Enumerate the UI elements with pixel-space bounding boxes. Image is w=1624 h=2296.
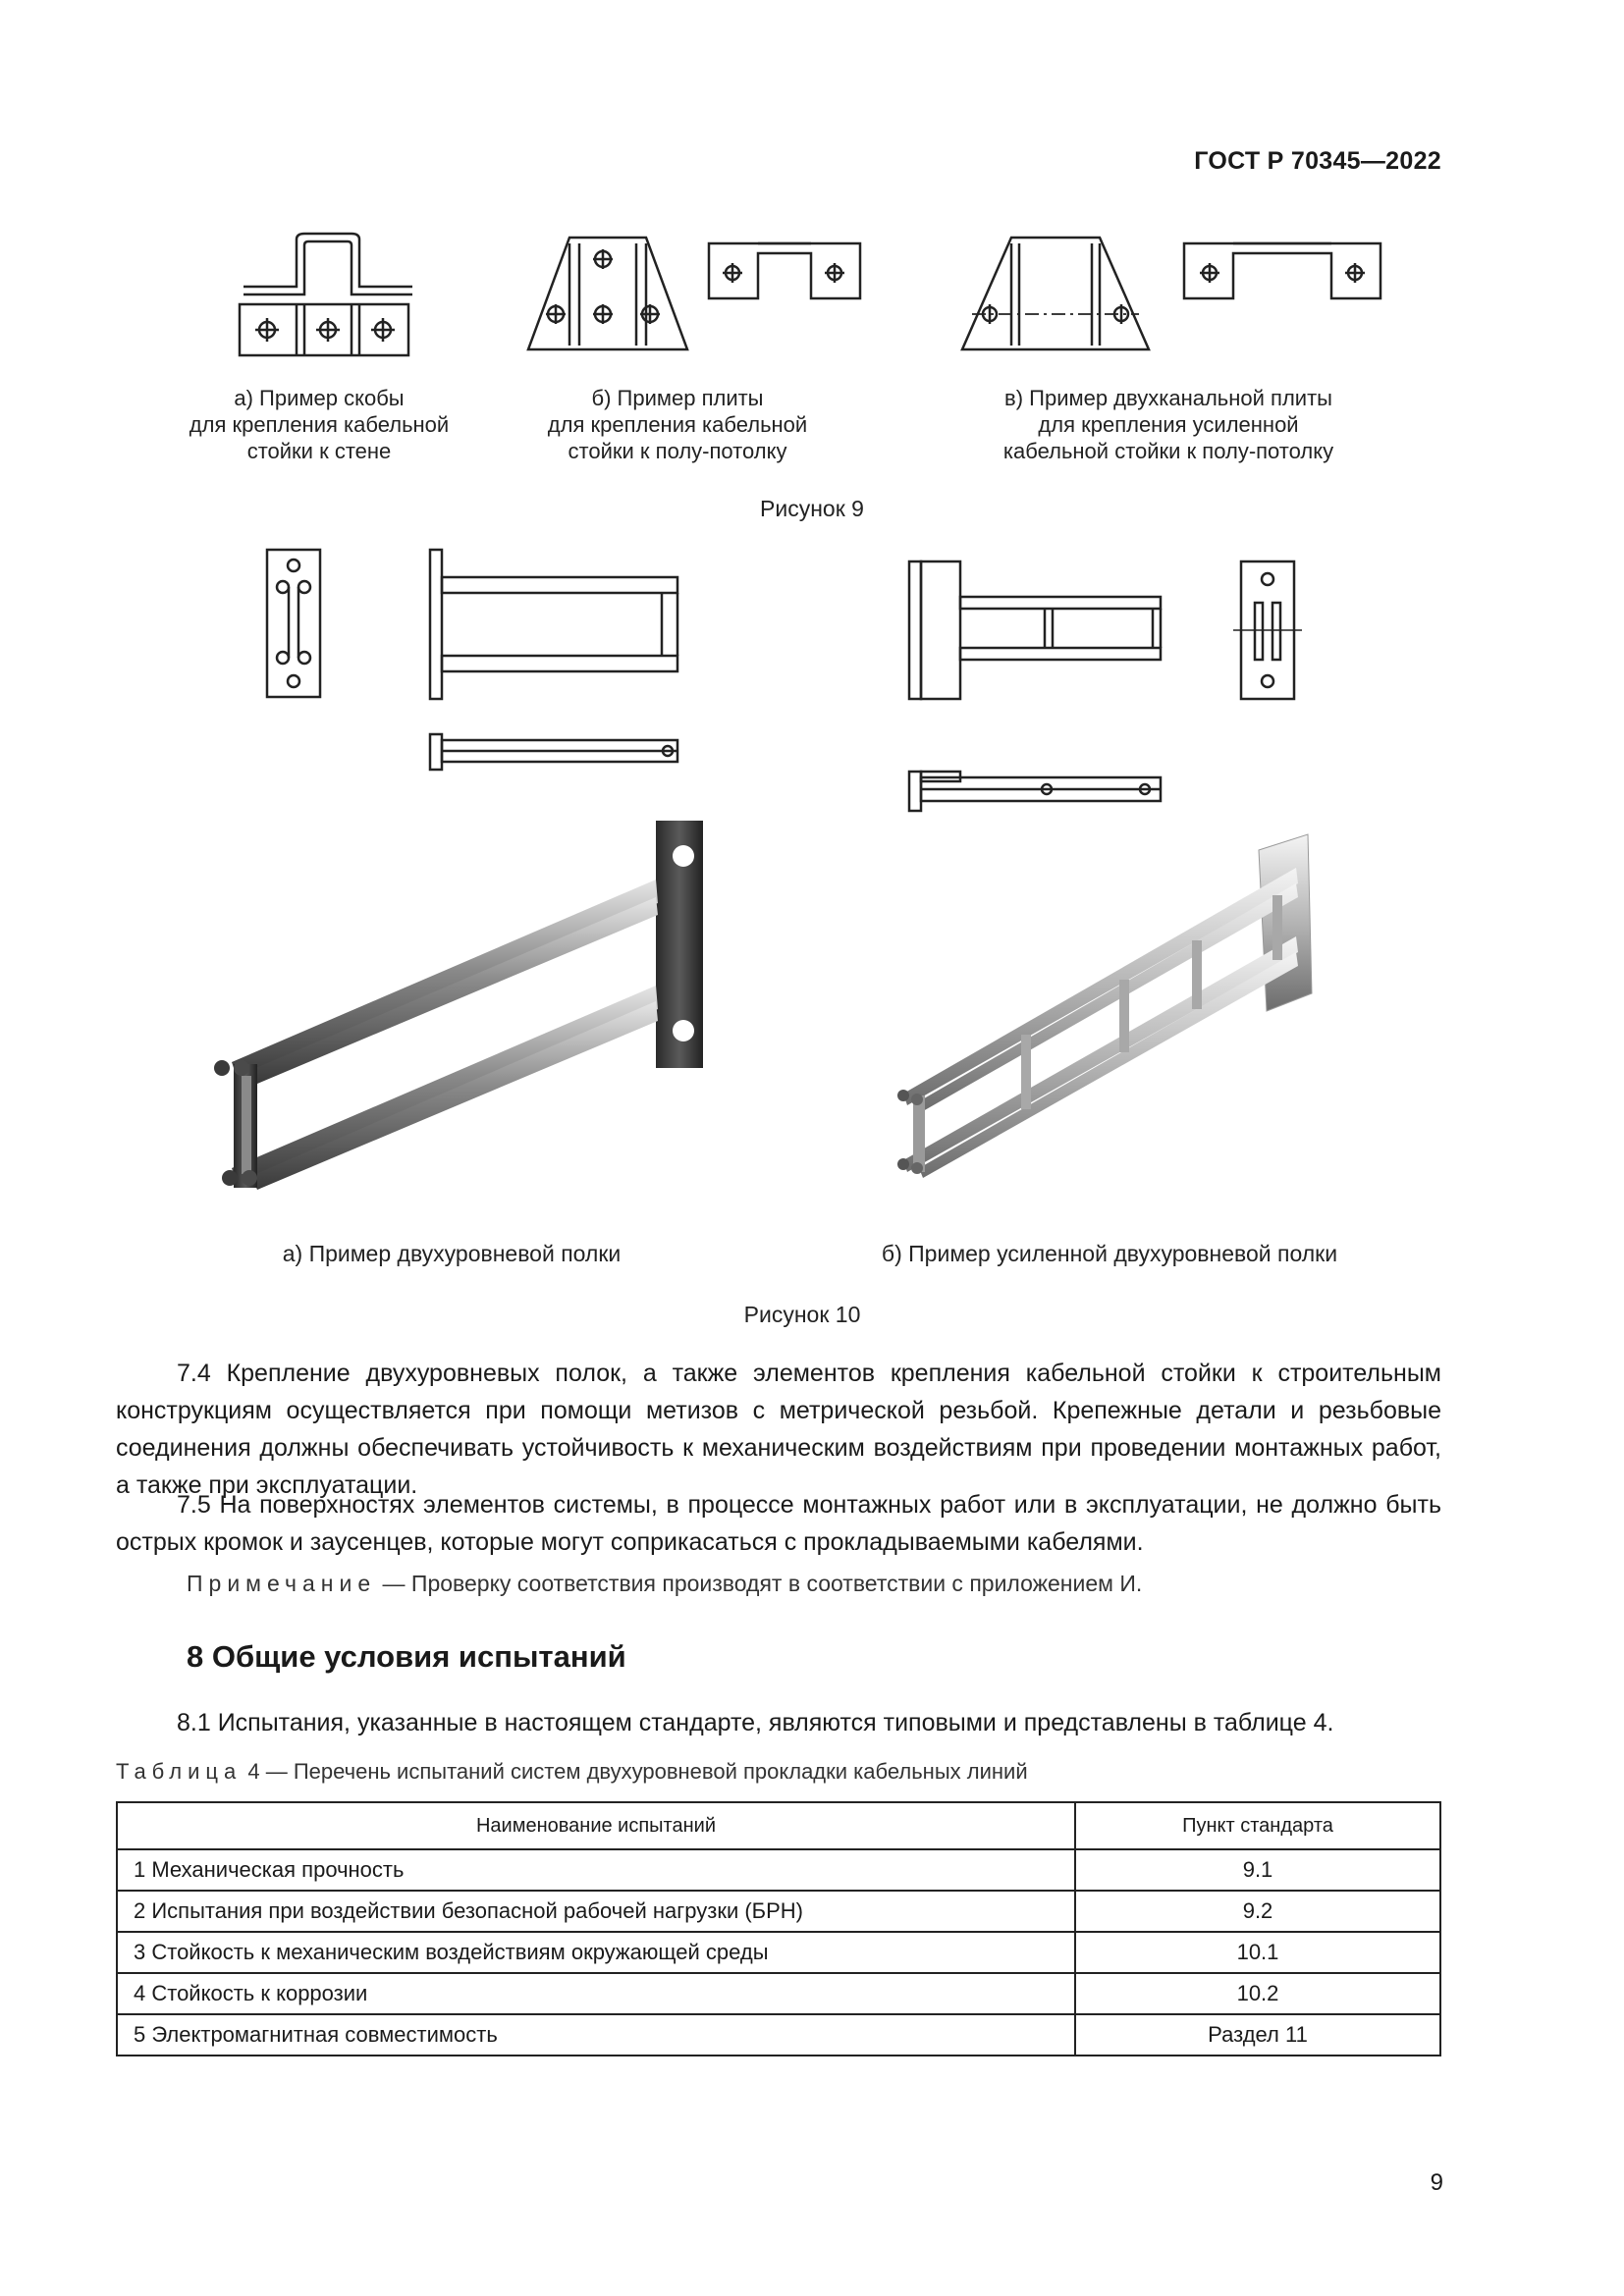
table-row <box>117 1932 1440 1973</box>
paragraph-7-5: 7.5 На поверхностях элементов системы, в процессе монтажных работ или в эксплуатации, не должно быть острых кромок и заусенцев, которые могут соприкасаться с прокладываемыми кабелями. <box>116 1491 1441 1556</box>
figure-10-title: Рисунок 10 <box>743 1302 861 1327</box>
shelf-plate-front-drawing <box>267 550 320 697</box>
double-channel-plate-front-drawing <box>962 238 1149 349</box>
reinforced-two-level-shelf-photo <box>897 834 1312 1178</box>
two-level-shelf-photo <box>214 821 703 1190</box>
note-label: Примечание <box>187 1571 377 1596</box>
test-name-cell: 2 Испытания при воздействии безопасной рабочей нагрузки (БРН) <box>117 1891 1075 1932</box>
bracket-profile-drawing <box>244 234 412 294</box>
table-row <box>117 1973 1440 2014</box>
document-standard-number: ГОСТ Р 70345—2022 <box>1194 147 1441 175</box>
table-caption-text: 4 — Перечень испытаний систем двухуровневой прокладки кабельных линий <box>247 1759 1028 1784</box>
table-4-caption <box>116 1759 1441 1785</box>
test-name-cell: 4 Стойкость к коррозии <box>117 1973 1075 2014</box>
note <box>187 1571 1443 1597</box>
reinforced-shelf-side-drawing <box>909 561 1161 699</box>
page-number: 9 <box>1430 2169 1443 2196</box>
test-name-cell: 3 Стойкость к механическим воздействиям окружающей среды <box>117 1932 1075 1973</box>
clause-cell: 9.1 <box>1075 1849 1440 1891</box>
clause-cell: 10.2 <box>1075 1973 1440 2014</box>
table-row <box>117 1849 1440 1891</box>
test-name-cell: 1 Механическая прочность <box>117 1849 1075 1891</box>
figure-10b-caption: б) Пример усиленной двухуровневой полки <box>881 1241 1338 1266</box>
figure-9b-caption: б) Пример плиты для крепления кабельной стойки к полу-потолку <box>547 386 808 463</box>
shelf-side-drawing <box>430 550 677 699</box>
section-8-title: 8 Общие условия испытаний <box>187 1639 626 1674</box>
clause-cell: 9.2 <box>1075 1891 1440 1932</box>
table-row <box>117 1891 1440 1932</box>
figure-9-title: Рисунок 9 <box>760 496 864 521</box>
figure-10a-caption: а) Пример двухуровневой полки <box>282 1241 622 1266</box>
table-4 <box>116 1801 1441 2056</box>
double-channel-plate-side-drawing <box>1184 243 1380 298</box>
test-name-cell: 5 Электромагнитная совместимость <box>117 2014 1075 2056</box>
table-row <box>117 2014 1440 2056</box>
reinforced-shelf-plate-front-drawing <box>1233 561 1302 699</box>
plate-front-drawing <box>528 238 687 349</box>
clause-cell: Раздел 11 <box>1075 2014 1440 2056</box>
table-header-row <box>117 1802 1440 1849</box>
note-text: — Проверку соответствия производят в соответствии с приложением И. <box>382 1571 1143 1596</box>
plate-side-drawing <box>709 243 860 298</box>
figure-9c-caption: в) Пример двухканальной плиты для крепления усиленной кабельной стойки к полу-потолку <box>1002 386 1334 463</box>
column-header-clause: Пункт стандарта <box>1075 1802 1440 1849</box>
clause-cell: 10.1 <box>1075 1932 1440 1973</box>
figure-9a-caption: а) Пример скобы для крепления кабельной стойки к стене <box>189 386 450 463</box>
shelf-top-drawing <box>430 734 677 770</box>
paragraph-8-1: 8.1 Испытания, указанные в настоящем стандарте, являются типовыми и представлены в таблице 4. <box>177 1709 1334 1736</box>
table-label: Таблица <box>116 1759 243 1784</box>
figure-10-photos <box>0 805 1624 1217</box>
column-header-test-name: Наименование испытаний <box>117 1802 1075 1849</box>
figure-10-drawings <box>0 530 1624 834</box>
paragraph-7-4: 7.4 Крепление двухуровневых полок, а также элементов крепления кабельной стойки к строительным конструкциям осуществляется при помощи метизов с метрической резьбой. Крепежные детали и резьбовые соединения должны обеспечивать устойчивость к механическим воздействиям при проведении монтажных работ, а также при эксплуатации. <box>116 1360 1441 1499</box>
bracket-plan-drawing <box>240 304 408 355</box>
